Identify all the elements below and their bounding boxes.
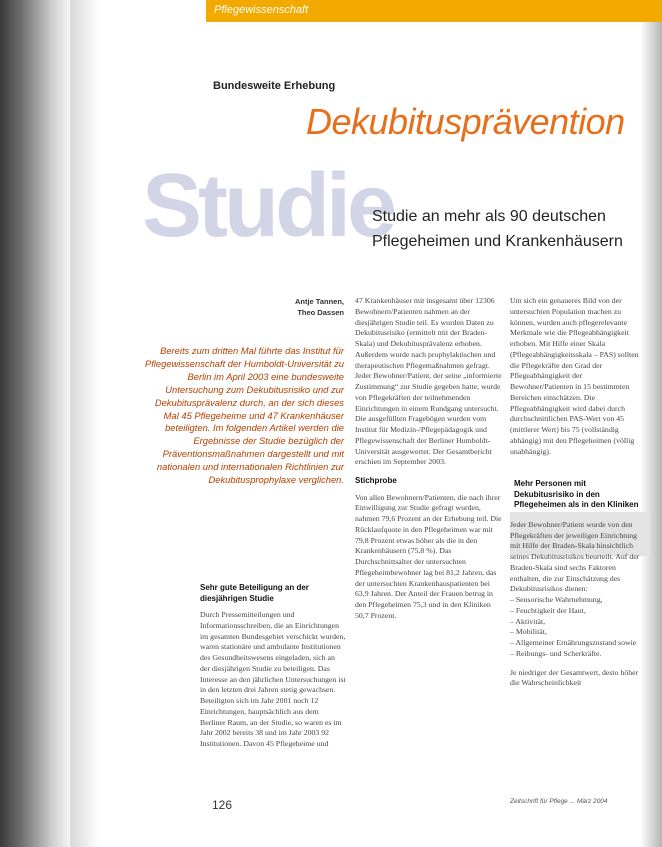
article-kicker: Bundesweite Erhebung — [213, 80, 336, 92]
book-spine-shadow — [0, 0, 70, 847]
author-2: Theo Dassen — [297, 308, 344, 317]
col3-body: Um sich ein genaueres Bild von der untersuchten Population machen zu können, wurden auch pflegerelevante Merkmale wie die Pflegeabhängigkeit erhoben. Mit Hilfe einer Skala (Pflegeabhängigkeitsskala – PAS) sollten die Pflegekräfte den Grad der Pflegeabhängigkeit der Bewohner/Patienten in 15 bestimmten Bereichen einschätzen. Die Pflegeabhängigkeit wird dabei durch durchschnittlichen PAS-Wert von 45 (mittlerer Wert) bis 75 (vollständig abhängig) mit den Pflegeheimen (völlig unabhängig). — [510, 296, 639, 456]
article-subtitle — [372, 204, 623, 254]
list-item: – Mobilität, — [510, 627, 547, 637]
col2-heading: Stichprobe — [355, 476, 397, 485]
col1-body: Durch Pressemitteilungen und Informationsschreiben, die an Einrichtungen im gesamten Bundesgebiet verschickt wurden, waren stationäre und ambulante Institutionen des Gesundheitswesens eingeladen, sich an der diesjährigen Studie zu beteiligen. Das Interesse an den jährlichen Untersuchungen ist in den letzten drei Jahren stetig gewachsen. Beteiligten sich im Jahr 2001 noch 12 Einrichtungen, hauptsächlich aus dem Berliner Raum, an der Studie, so waren es im Jahr 2002 bereits 38 und im Jahr 2003 92 Institutionen. Davon 45 Pflegeheime und — [200, 610, 346, 748]
list-item: – Sensorische Wahrnehmung, — [510, 595, 603, 604]
list-item: – Allgemeiner Ernährungszustand sowie — [510, 638, 637, 647]
col2-body: 47 Krankenhäuser mit insgesamt über 12306 Bewohnern/Patienten nahmen an der diesjährigen Studie teil. Es wurden Daten zu Dekubitusrisiko (ermittelt mit der Braden-Skala) und Dekubitusprävalenz erhoben. Außerdem wurde nach prophylaktischen und therapeutischen Pflegemaßnahmen gefragt. Jeder Bewohner/Patient, der seine „informierte Zustimmung“ zur Studie gegeben hatte, wurde von Pflegekräften der teilnehmenden Einrichtungen in einem Rundgang untersucht. Die ausgefüllten Fragebögen wurden vom Institut für Medizin-/Pflegepädagogik und Pflegewissenschaft der Berliner Humboldt-Universität ausgewertet. Der Gesamtbericht erschien im September 2003. — [355, 296, 502, 467]
list-item: – Reibungs- und Scherkräfte. — [510, 648, 602, 658]
authors — [252, 296, 344, 318]
braden-factor-list — [510, 595, 646, 660]
page-gutter — [70, 0, 100, 847]
section-banner — [206, 0, 662, 22]
subtitle-line-2: Pflegeheimen und Krankenhäusern — [372, 233, 623, 250]
running-footer: Zeitschrift für Pflege ... März 2004 — [510, 798, 608, 805]
column-2 — [355, 296, 503, 622]
lead-paragraph: Bereits zum dritten Mal führte das Institut für Pflegewissenschaft der Humboldt-Universität zu Berlin im April 2003 eine bundesweite Untersuchung zum Dekubitusrisiko und zur Dekubitusprävalenz durch, an der sich dieses Mal 45 Pflegeheime und 47 Krankenhäuser beteiligten. Im folgenden Artikel werden die Ergebnisse der Studie bezüglich der Präventionsmaßnahmen dargestellt und mit nationalen und internationalen Richtlinien zur Dekubitusprophylaxe verglichen. — [144, 345, 344, 486]
article-title: Dekubitusprävention — [306, 101, 625, 142]
subtitle-line-1: Studie an mehr als 90 deutschen — [372, 208, 606, 225]
list-item: – Aktivität, — [510, 616, 546, 626]
col3-heading: Mehr Personen mit Dekubitusrisiko in den Pflegeheimen als in den Kliniken — [514, 479, 639, 510]
author-1: Antje Tannen, — [294, 297, 344, 306]
studie-background-word: Studie — [142, 156, 394, 256]
column-3 — [510, 296, 646, 689]
col3-body-2: Jeder Bewohner/Patient wurde von den Pflegekräften der jeweiligen Einrichtung mit Hilfe der Braden-Skala hinsichtlich seines Dekubitusrisikos beurteilt. Auf der Braden-Skala sind sechs Faktoren enthalten, die zur Einschätzung des Dekubitusrisikos dienen: — [510, 519, 640, 594]
col2-body-2: Von allen Bewohnern/Patienten, die nach ihrer Einwilligung zur Studie gefragt wurden, nahmen 79,6 Prozent an der Erhebung teil. Die Rücklaufquote in den Pflegeheimen war mit 79,8 Prozent etwas höher als die in den Krankenhäusern (75,8 %). Das Durchschnittsalter der untersuchten Pflegeheimbewohner lag bei 81,2 Jahren, das der untersuchten Krankenhauspatienten bei 63,9 Jahren. Der Anteil der Frauen betrug in den Pflegeheimen 75,3 und in den Kliniken 50,7 Prozent. — [355, 492, 502, 620]
list-item: – Feuchtigkeit der Haut, — [510, 605, 586, 615]
page-number: 126 — [212, 798, 233, 812]
column-1 — [200, 583, 346, 750]
col1-heading: Sehr gute Beteiligung an der diesjährigen Studie — [200, 583, 309, 603]
section-label: Pflegewissenschaft — [214, 4, 309, 16]
col3-body-3: Je niedriger der Gesamtwert, desto höher die Wahrscheinlichkeit — [510, 667, 639, 688]
